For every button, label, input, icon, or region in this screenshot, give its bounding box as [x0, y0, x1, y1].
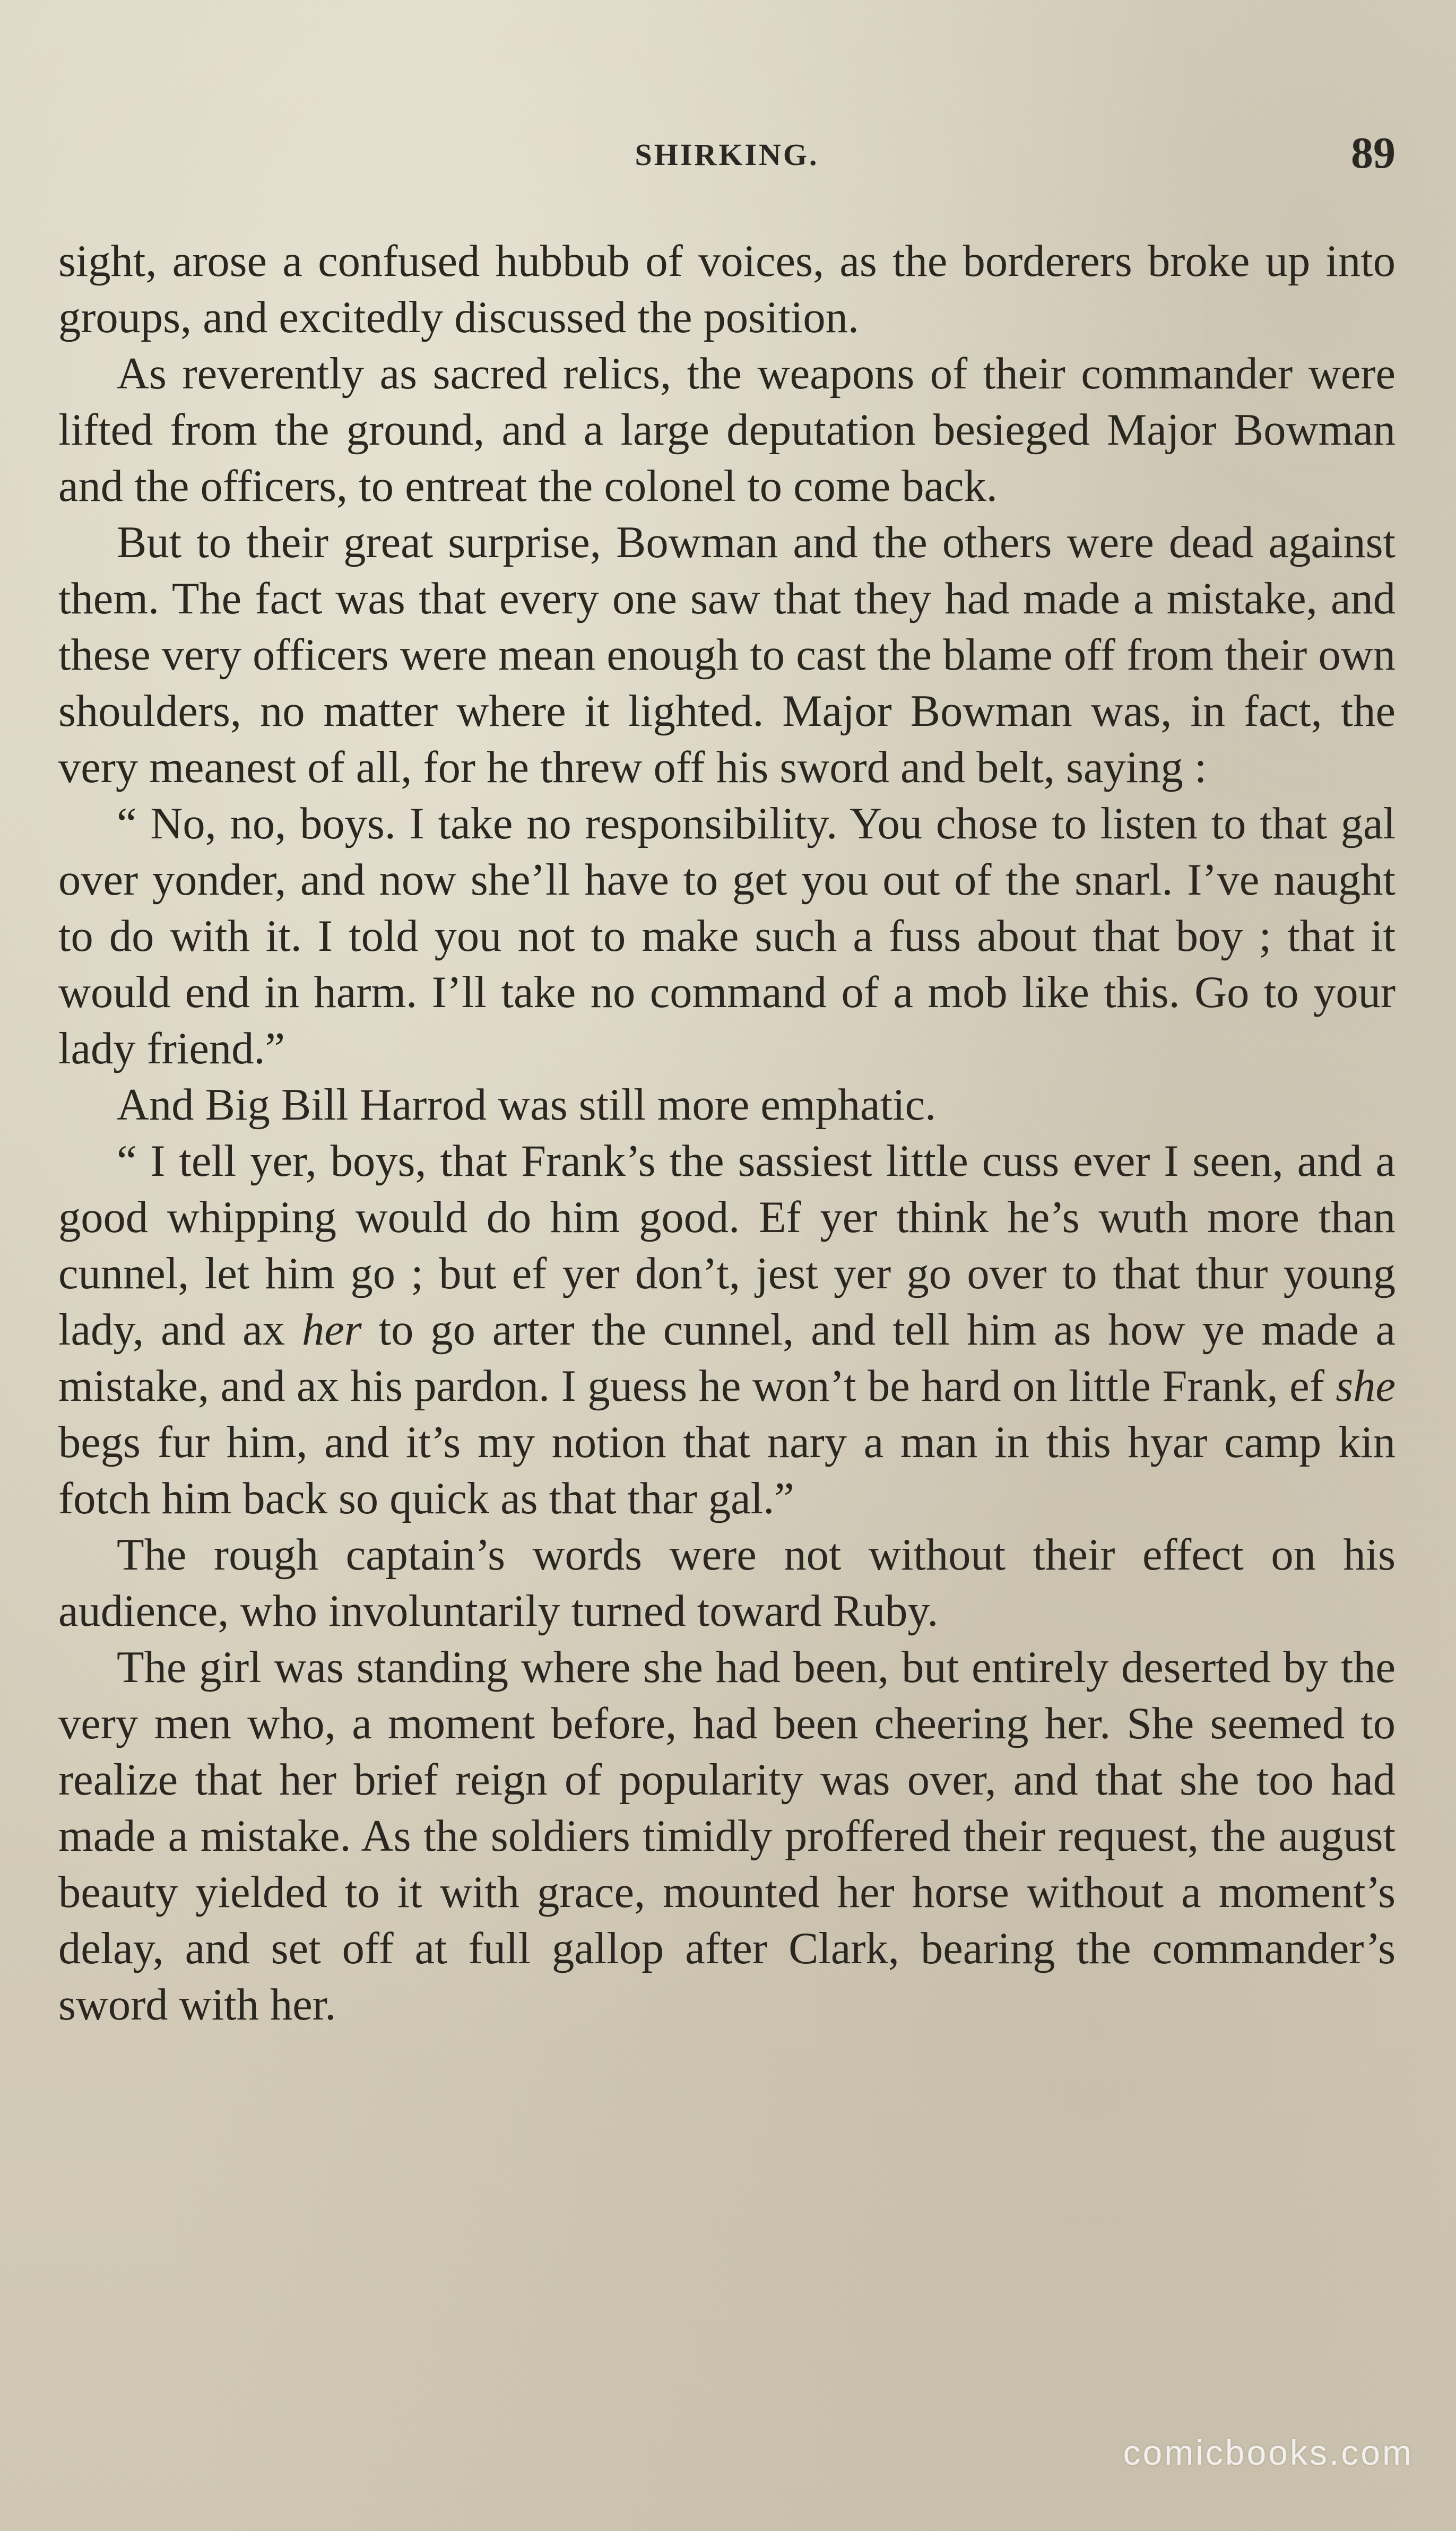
paragraph: As reverently as sacred relics, the weapons of their commander were lifted from the ground, and a large deputation besieged Major Bowman and the officers, to entreat the colonel to come back.	[58, 349, 1396, 511]
running-head: SHIRKING.	[635, 137, 819, 172]
paragraph: The girl was standing where she had been, but entirely deserted by the very men who, a moment before, had been cheering her. She seemed to realize that her brief reign of popularity was over, and that she too had made a mistake. As the soldiers timidly proffered their request, the august beauty yielded to it with grace, mounted her horse without a moment’s delay, and set off at full gallop after Clark, bearing the commander’s sword with her.	[58, 1643, 1396, 2030]
paragraph: The rough captain’s words were not without their effect on his audience, who involuntarily turned toward Ruby.	[58, 1530, 1396, 1636]
watermark: comicbooks.com	[1123, 2433, 1414, 2472]
page-header	[58, 127, 1396, 186]
paragraph-continued: sight, arose a confused hubbub of voices, as the borderers broke up into groups, and excitedly discussed the position.	[58, 237, 1396, 342]
paragraph: And Big Bill Harrod was still more emphatic.	[117, 1080, 937, 1130]
text-run: begs fur him, and it’s my notion that nary a man in this hyar camp kin fotch him back so quick as that thar gal.”	[58, 1418, 1396, 1523]
page-number: 89	[1351, 128, 1396, 178]
paragraph-quote-bowman: “ No, no, boys. I take no responsibility. You chose to listen to that gal over yonder, and now she’ll have to get you out of the snarl. I’ve naught to do with it. I told you not to make such a fuss about that boy ; that it would end in harm. I’ll take no command of a mob like this. Go to your lady friend.”	[58, 799, 1396, 1073]
text-run: to go arter the cunnel, and tell him as how ye made a mistake, and ax his pardon. I guess he won’t be hard on little Frank, ef	[58, 1305, 1396, 1411]
paragraph-quote-harrod	[58, 1133, 1396, 1527]
italic-word: her	[301, 1305, 362, 1355]
paragraph: But to their great surprise, Bowman and the others were dead against them. The fact was that every one saw that they had made a mistake, and these very officers were mean enough to cast the blame off from their own shoulders, no matter where it lighted. Major Bowman was, in fact, the very meanest of all, for he threw off his sword and belt, saying :	[58, 518, 1396, 792]
text-run: “ I tell yer, boys, that Frank’s the sassiest little cuss ever I seen, and a good whipping would do him good. Ef yer think he’s wuth more than cunnel, let him go ; but ef yer don’t, jest yer go over to that thur young lady, and ax	[58, 1137, 1396, 1355]
italic-word: she	[1336, 1362, 1396, 1411]
body-text	[58, 233, 1396, 2033]
